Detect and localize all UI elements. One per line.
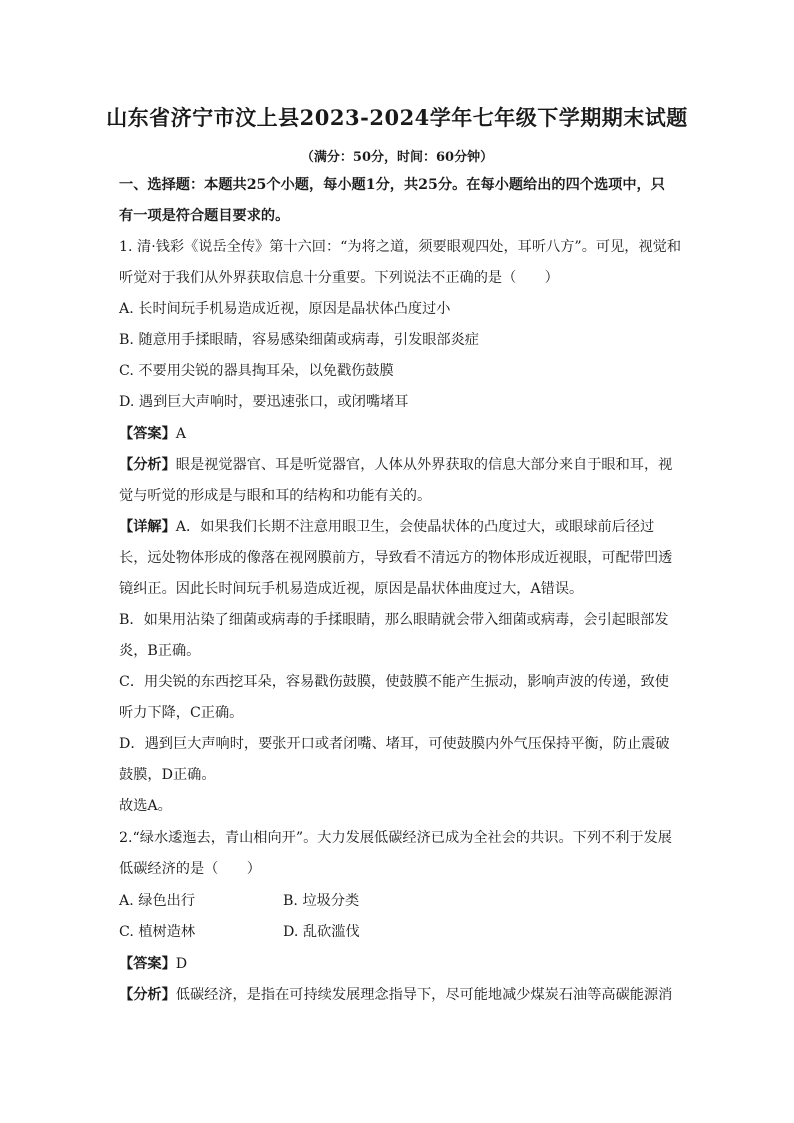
q1-option-b: B. 随意用手揉眼睛，容易感染细菌或病毒，引发眼部炎症 (119, 332, 479, 348)
section-intro-line-1: 一、选择题：本题共25个小题，每小题1分，共25分。在每小题给出的四个选项中，只 (119, 177, 665, 193)
answer-value: A (175, 426, 187, 442)
analysis-text: 眼是视觉器官、耳是听觉器官，人体从外界获取的信息大部分来自于眼和耳，视 (175, 457, 673, 473)
detail-tag: 【详解】 (119, 519, 176, 535)
q2-option-d: D. 乱砍滥伐 (283, 924, 360, 940)
answer-value: D (175, 956, 188, 972)
q1-detail-line-1 (119, 517, 654, 537)
q2-answer (119, 954, 187, 974)
analysis-text: 低碳经济，是指在可持续发展理念指导下，尽可能地减少煤炭石油等高碳能源消 (175, 987, 673, 1003)
q1-detail-line-3: 镜纠正。因此长时间玩手机易造成近视，原因是晶状体曲度过大，A错误。 (119, 581, 584, 597)
q1-option-d: D. 遇到巨大声响时，要迅速张口，或闭嘴堵耳 (119, 394, 409, 410)
q1-stem-line-1: 1. 清·钱彩《说岳全传》第十六回：“为将之道，须要眼观四处，耳听八方”。可见，视觉和 (119, 239, 682, 255)
q1-detail-line-9: 鼓膜，D正确。 (119, 767, 216, 783)
detail-text: A．如果我们长期不注意用眼卫生，会使晶状体的凸度过大，或眼球前后径过 (175, 519, 655, 535)
q1-analysis-line-2: 觉与听觉的形成是与眼和耳的结构和功能有关的。 (119, 488, 432, 504)
q1-stem-line-2: 听觉对于我们从外界获取信息十分重要。下列说法不正确的是（ ） (119, 270, 559, 286)
q2-analysis-line-1 (119, 985, 672, 1005)
q1-detail-line-6: C．用尖锐的东西挖耳朵，容易戳伤鼓膜，使鼓膜不能产生振动，影响声波的传递，致使 (119, 674, 669, 690)
q1-detail-line-2: 长，远处物体形成的像落在视网膜前方，导致看不清远方的物体形成近视眼，可配带凹透 (119, 550, 673, 566)
q1-analysis-line-1 (119, 455, 672, 475)
answer-tag: 【答案】 (119, 956, 176, 972)
analysis-tag: 【分析】 (119, 987, 176, 1003)
q1-option-c: C. 不要用尖锐的器具掏耳朵，以免戳伤鼓膜 (119, 363, 394, 379)
q1-detail-line-7: 听力下降，C正确。 (119, 705, 244, 721)
q2-option-c: C. 植树造林 (119, 924, 196, 940)
section-intro-line-2: 有一项是符合题目要求的。 (119, 208, 290, 224)
q1-detail-line-4: B．如果用沾染了细菌或病毒的手揉眼睛，那么眼睛就会带入细菌或病毒，会引起眼部发 (119, 612, 669, 628)
q2-stem-line-1: 2.“绿水逶迤去，青山相向开”。大力发展低碳经济已成为全社会的共识。下列不利于发展 (119, 830, 672, 846)
q2-option-b: B. 垃圾分类 (283, 893, 360, 909)
exam-info: （满分：50分，时间：60分钟） (300, 150, 494, 165)
q1-option-a: A. 长时间玩手机易造成近视，原因是晶状体凸度过小 (119, 301, 451, 317)
q1-detail-line-5: 炎，B正确。 (119, 643, 201, 659)
q1-conclusion: 故选A。 (119, 798, 172, 814)
q2-option-a: A. 绿色出行 (119, 893, 196, 909)
q2-stem-line-2: 低碳经济的是（ ） (119, 861, 261, 877)
q1-answer (119, 424, 186, 444)
analysis-tag: 【分析】 (119, 457, 176, 473)
page-title: 山东省济宁市汶上县2023-2024学年七年级下学期期末试题 (106, 105, 688, 130)
answer-tag: 【答案】 (119, 426, 176, 442)
q1-detail-line-8: D．遇到巨大声响时，要张开口或者闭嘴、堵耳，可使鼓膜内外气压保持平衡，防止震破 (119, 736, 670, 752)
